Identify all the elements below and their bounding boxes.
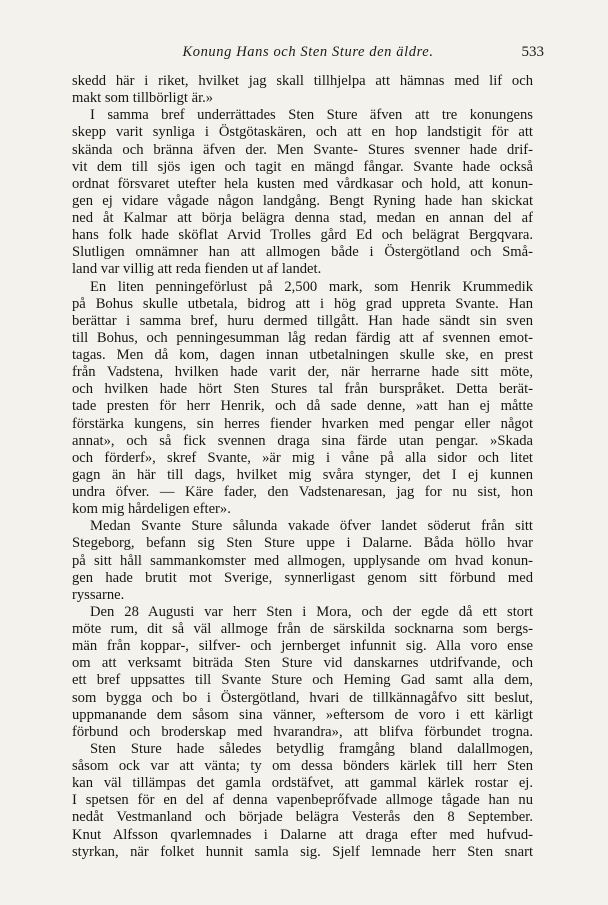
text-line: såsom ock var att vänta; ty om dessa bönders kärlek till herr Sten: [72, 758, 533, 774]
text-line: kan väl tillämpas det gamla ordstäfvet, att gammal kärlek rostar ej.: [72, 775, 533, 792]
text-line: skända och bränna äfven der. Men Svante- Stures svenner hade drif-: [72, 141, 533, 158]
text-line: annat», och så fick svennen draga sina färde utan pengar. »Skada: [72, 432, 533, 449]
text-line: Sten Sture hade således betydlig framgång bland dalallmogen,: [90, 740, 533, 757]
text-line: på Bohus skulle utbetala, bidrog att i hög grad uppreta Svante. Han: [72, 295, 533, 312]
text-line: kom mig hårdeligen efter».: [72, 501, 231, 518]
text-line: gen hade brutit mot Sverige, synnerligast genom sitt förbund med: [72, 569, 533, 586]
text-line: förstärka kungens, sin herres fiender hvarken med pengar eller något: [72, 415, 533, 432]
text-line: berättar i samma bref, huru dermed tillgått. Han hade sändt sin sven: [72, 312, 533, 329]
page-number: 533: [521, 44, 544, 60]
text-line: uppmanande dem såsom sina vänner, »eftersom de voro i ett kärligt: [72, 706, 533, 723]
text-line: gagn än här till dags, hvilket mig svåra stynger, det I ej kunnen: [72, 466, 533, 483]
text-line: nedåt Vestmanland och började belägra Vesterås den 8 September.: [72, 809, 533, 826]
text-line: undra öfver. — Käre fader, den Vadstenaresan, jag for nu sist, hon: [72, 484, 533, 500]
text-line: möte rum, dit så väl allmoge från de särskilda socknarna som bergs-: [72, 621, 533, 637]
running-head: Konung Hans och Sten Sture den äldre.: [182, 44, 434, 60]
text-line: tade presten för herr Henrik, och då sade denne, »att han ej måtte: [72, 398, 533, 415]
text-line: gen ej vidare vågade någon landgång. Bengt Ryning hade han skickat: [72, 192, 533, 209]
text-line: Knut Alfsson qvarlemnades i Dalarne att draga efter med hufvud-: [72, 826, 533, 843]
text-line: skedd här i riket, hvilket jag skall tillhjelpa att hämnas med lif och: [72, 73, 533, 89]
text-line: I samma bref underrättades Sten Sture äfven att tre konungens: [90, 107, 533, 124]
page-header: [72, 44, 544, 64]
text-line: makt som tillbörligt är.»: [72, 90, 214, 107]
text-line: och hvilken hade hört Sten Stures tal från burspråket. Detta berät-: [72, 381, 533, 398]
body-text: [72, 73, 533, 861]
text-line: ryssarne.: [72, 586, 125, 603]
text-line: hans folk hade sköflat Arvid Trolles gård Ed och belägrat Bergqvara.: [72, 227, 533, 244]
text-line: vit dem till sjös igen och tagit en mängd fångar. Svante hade också: [72, 158, 533, 175]
text-line: som bygga och bo i Östergötland, hvari de tillkännagåfvo sitt beslut,: [72, 689, 533, 706]
text-line: skepp varit synliga i Östgötaskären, och att en hop landstigit för att: [72, 124, 533, 141]
text-line: Den 28 Augusti var herr Sten i Mora, och der egde då ett stort: [90, 603, 533, 620]
text-line: ett bref uppsattes till Svante Sture och Heming Gad samt alla dem,: [72, 672, 533, 689]
text-line: tagas. Men då kom, dagen innan utbetalningen skulle ske, en prest: [72, 347, 533, 363]
text-line: ned åt Kalmar att börja belägra denna stad, medan en annan del af: [72, 210, 533, 226]
text-line: till Bohus, och penningesumman låg redan färdig att af svennen emot-: [72, 329, 533, 346]
text-line: Stegeborg, befann sig Sten Sture uppe i Dalarne. Båda höllo hvar: [72, 535, 533, 552]
text-line: Medan Svante Sture sålunda vakade öfver landet söderut från sitt: [90, 518, 533, 535]
text-line: En liten penningeförlust på 2,500 mark, som Henrik Krummedik: [90, 278, 533, 295]
text-line: styrkan, när folket hunnit samla sig. Sjelf lemnade herr Sten snart: [72, 843, 533, 860]
text-line: och förderf», skref Svante, »är mig i våne på alla sidor och litet: [72, 449, 533, 466]
text-line: I spetsen för en del af denna vapenbeprőfvade allmoge tågade han nu: [72, 792, 533, 809]
text-line: män från koppar-, silfver- och jernberget infunnit sig. Alla voro ense: [72, 638, 533, 655]
text-line: Slutligen omnämner han att allmogen både i Östergötland och Små-: [72, 244, 533, 261]
text-line: ordnat försvaret utefter hela kusten med vårdkasar och hold, att konun-: [72, 175, 533, 192]
text-line: förbund och broderskap med hvarandra», att blifva förbundet trogna.: [72, 723, 533, 740]
text-line: på sitt håll sammankomster med allmogen, upplysande om hvad konun-: [72, 552, 533, 569]
text-line: land var villig att reda fienden ut af landet.: [72, 261, 322, 278]
text-line: om att verksamt biträda Sten Sture vid danskarnes utdrifvande, och: [72, 655, 533, 672]
text-line: från Vadstena, hvilken hade varit der, när herrarne hade sitt möte,: [72, 364, 533, 381]
